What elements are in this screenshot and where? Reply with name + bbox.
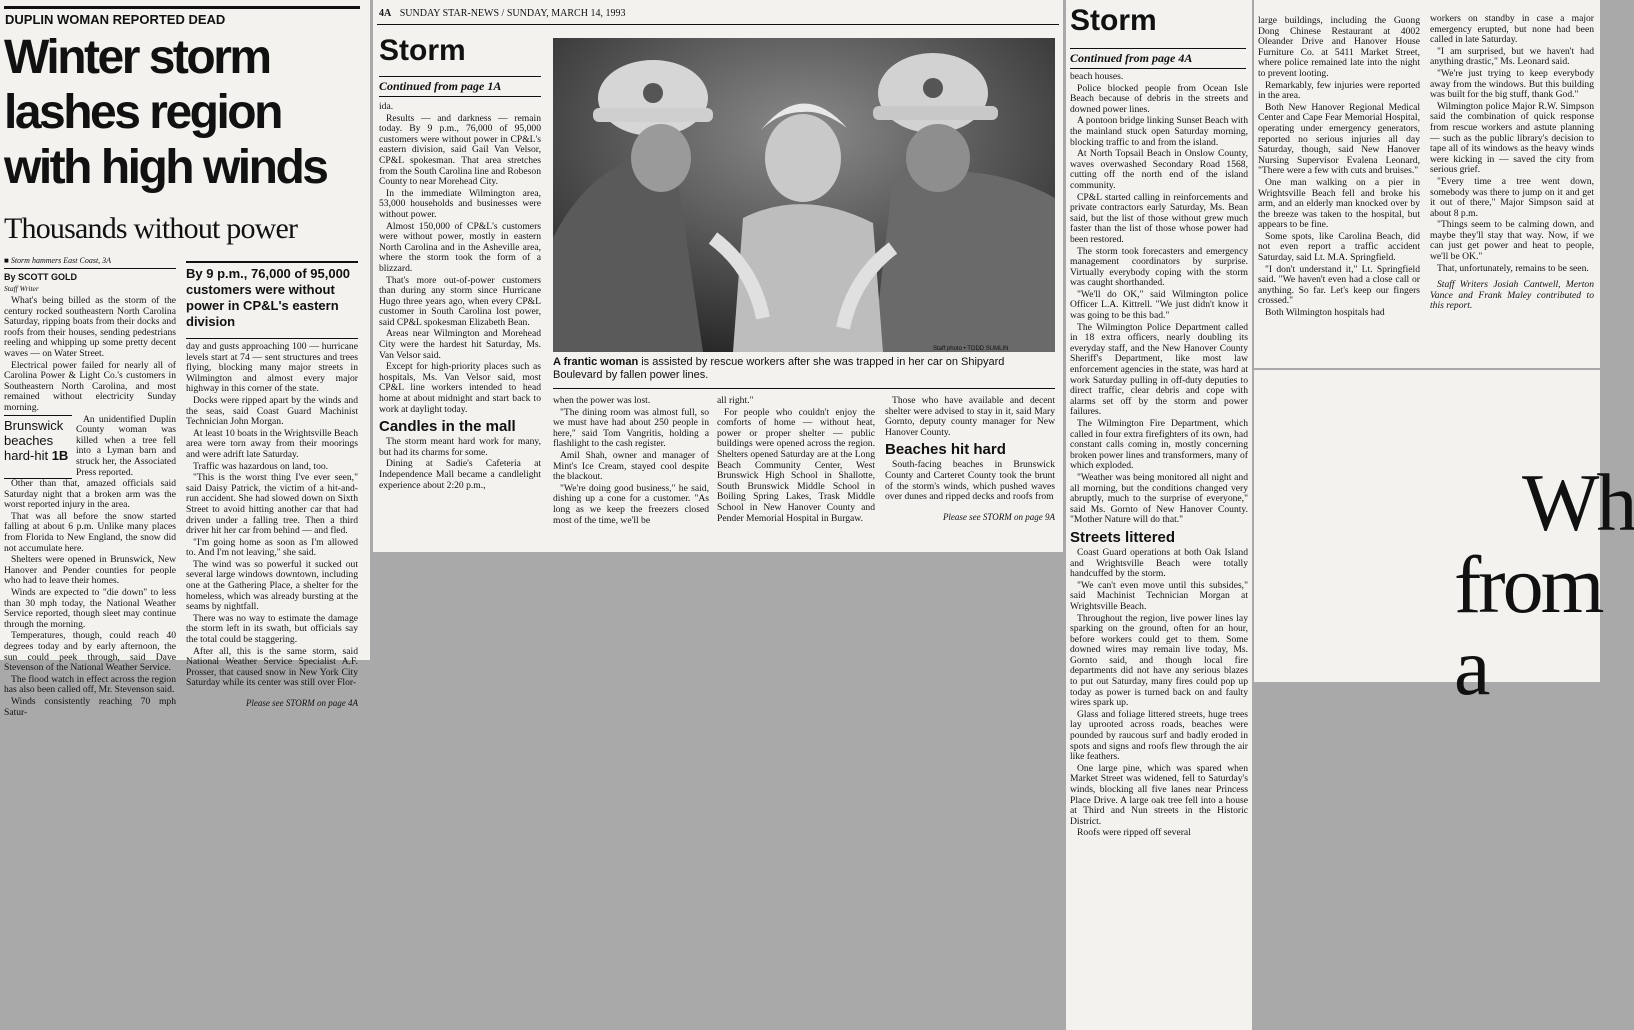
paragraph: beach houses. [1070, 71, 1124, 82]
header-rule [377, 24, 1059, 25]
paragraph: At least 10 boats in the Wrightsville Beach area were torn away from their moorings and were adrift late Saturday. [186, 427, 358, 460]
fragment-line-1: Wh [1522, 457, 1634, 548]
paragraph: CP&L started calling in reinforcements and private contractors early Saturday, Ms. Bean said, but the list of those without grew much faster than the list of those whose power had been restored. [1070, 191, 1248, 245]
kicker: DUPLIN WOMAN REPORTED DEAD [5, 12, 226, 27]
paragraph: In the immediate Wilmington area, 53,000 households and businesses were without power. [379, 187, 541, 220]
headline-line-3: with high winds [4, 141, 327, 194]
sidebar-box-label: Brunswick beaches hard-hit [4, 417, 64, 463]
paragraph: Remarkably, few injuries were reported in the area. [1258, 79, 1420, 102]
subhead: Thousands without power [4, 212, 298, 245]
photo-image [553, 38, 1055, 352]
sidebar-box[interactable] [4, 415, 72, 480]
paragraph: "This is the worst thing I've ever seen," said Daisy Patrick, the victim of a hit-and-run accident. She had slowed down on Sixth Street to avoid hitting another car that had driven under a falling tree. Then a third driver hit her car from behind — and fled. [186, 472, 358, 537]
paragraph: Wilmington police Major R.W. Simpson said the combination of quick response from rescue workers and astute planning — such as the public library's decision to tape all of its windows as the heavy winds were kicking in — saved the city from serious grief. [1430, 100, 1594, 176]
page-header [379, 8, 625, 19]
paragraph: That, unfortunately, remains to be seen. [1437, 262, 1589, 274]
paragraph: Areas near Wilmington and Morehead City were the hardest hit Saturday, Ms. Van Velsor said. [379, 328, 541, 361]
paragraph: Coast Guard operations at both Oak Island and Wrightsville Beach were totally handcuffed by the storm. [1070, 546, 1248, 580]
paragraph: The flood watch in effect across the region has also been called off, Mr. Stevenson said. [4, 673, 176, 696]
paragraph: Shelters were opened in Brunswick, New Hanover and Pender counties for people who had to leave their homes. [4, 554, 176, 587]
paragraph: For people who couldn't enjoy the comforts of home — without heat, power or proper shelter — public buildings were opened across the region. Shelters opened Saturday are at the Long Beach Community Center, West Brunswick High School in Shallotte, South Brunswick Middle School in Boiling Spring Lakes, Trask Middle School in New Hanover County and Pender Memorial Hospital in Burgaw. [717, 406, 875, 524]
front-page-clip [0, 0, 370, 718]
fragment-clip [1254, 370, 1634, 712]
page4a-col-2 [553, 396, 709, 527]
subhead-beaches: Beaches hit hard [885, 441, 1006, 459]
paragraph: A pontoon bridge linking Sunset Beach with the mainland stuck open Saturday morning, blocking traffic to and from the island. [1070, 115, 1248, 148]
paragraph: Electrical power failed for nearly all of Carolina Power & Light Co.'s customers in Southeastern North Carolina, and most remained without electricity Sunday morning. [4, 359, 176, 413]
paragraph: workers on standby in case a major emergency erupted, but none had been called in late Saturday. [1430, 13, 1594, 46]
paragraph: "We can't even move until this subsides," said Machinist Technician Morgan at Wrightsville Beach. [1070, 579, 1248, 612]
paragraph: There was no way to estimate the damage the storm left in its swath, but officials say the total could be staggering. [186, 612, 358, 646]
paragraph: Those who have available and decent shelter were advised to stay in it, said Mary Gornto, deputy county manager for New Hanover County. [885, 395, 1055, 438]
paragraph: "Weather was being monitored all night and all morning, but the conditions changed very abruptly, much to the surprise of everyone," said Ms. Gornto of New Hanover County. "Mother Nature will do that." [1070, 471, 1248, 526]
headline: Storm [1070, 4, 1157, 37]
paragraph: "I don't understand it," Lt. Springfield said. "We haven't even had a close call or anything. So far. Let's keep our fingers crossed." [1258, 263, 1420, 307]
top-rule [4, 6, 360, 9]
page9a-col-2 [1258, 16, 1420, 320]
headline: Storm [379, 34, 466, 67]
photo-caption [553, 356, 1053, 382]
continued-line: Continued from page 1A [379, 76, 541, 97]
paragraph: What's being billed as the storm of the century rocked southeastern North Carolina Saturday, ripping boats from their docks and roofs from their houses, sending pedestrians reeling and whipping up some pretty decent waves — on Water Street. [4, 295, 176, 359]
paragraph: "I'm going home as soon as I'm allowed to. And I'm not leaving," she said. [186, 536, 358, 559]
paragraph: Other than that, amazed officials said Saturday night that a broken arm was the worst reported injury in the area. [4, 478, 176, 511]
caption-lead: A frantic woman [553, 356, 639, 368]
page-9a-continuation [1254, 0, 1600, 368]
paragraph: Temperatures, though, could reach 40 degrees today and by early afternoon, the sun could peek through, said Dave Stevenson of the National Weather Service. [4, 630, 176, 674]
paragraph: At North Topsail Beach in Onslow County, waves overwashed Secondary Road 1568, cutting off the north end of the island community. [1070, 148, 1248, 191]
byline: By SCOTT GOLD [4, 272, 78, 282]
headline-line-1: Winter storm [4, 31, 270, 84]
front-col-2 [186, 342, 358, 717]
paragraph: Police blocked people from Ocean Isle Beach because of debris in the streets and downed power lines. [1070, 82, 1248, 115]
paragraph: One man walking on a pier in Wrightsville Beach fell and broke his arm, and an elderly man knocked over by the breeze was taken to the hospital, but appears to be fine. [1258, 176, 1420, 231]
paragraph: "Every time a tree went down, somebody was there to jump on it and get it out of there," Major Simpson said at about 8 p.m. [1430, 175, 1594, 219]
paragraph: all right." [717, 395, 754, 406]
page-4a-clip [373, 0, 1063, 552]
paragraph: Glass and foliage littered streets, huge trees lay uprooted across roads, beaches were pounded by raucous surf and badly eroded in spots and signs and roofs flew through the air like feathers. [1070, 708, 1248, 763]
paragraph: "The dining room was almost full, so we must have had about 250 people in here," said Tom Vangritis, holding a flashlight to the cash register. [553, 406, 709, 450]
pullquote: By 9 p.m., 76,000 of 95,000 customers were without power in CP&L's eastern division [186, 266, 351, 329]
paragraph: The Wilmington Fire Department, which called in four extra firefighters of its own, had constant calls coming in, mostly concerning broken power lines and transformers, many of which exploded. [1070, 418, 1248, 472]
front-col-1 [4, 296, 176, 719]
headline-line-2: lashes region [4, 86, 281, 139]
byline-rule [4, 268, 176, 269]
subhead-candles: Candles in the mall [379, 418, 516, 436]
paragraph: Throughout the region, live power lines lay sparking on the ground, often for an hour, before workers could get to them. Some downed wires may remain live today, Ms. Gornto said, and though local fire departments did not have any serious blazes to put out Saturday, many fires could pop up today as power is turned back on and faulty wires spark up. [1070, 612, 1248, 709]
paragraph: "We'll do OK," said Wilmington police Officer L.A. Kittrell. "We just didn't know it was going to be this bad." [1070, 288, 1248, 322]
paragraph: ida. [379, 101, 394, 112]
paragraph: That's more out-of-power customers than during any storm since Hurricane Hugo three years ago, when every CP&L customer in South Carolina lost power, said CP&L spokesman Elizabeth Bean. [379, 274, 541, 328]
jump-line[interactable]: Please see STORM on page 9A [942, 511, 1055, 522]
paragraph: Dining at Sadie's Cafeteria at Independence Mall became a candlelight experience about 2:20 p.m., [379, 458, 541, 491]
paragraph: That was all before the snow started falling at about 6 p.m. Unlike many places from Florida to New England, the snow did not accumulate here. [4, 510, 176, 554]
fragment-line-2: from a [1454, 539, 1602, 712]
paragraph: The storm took forecasters and emergency management coordinators by surprise. Virtually everybody coping with the storm was caught shorthanded. [1070, 245, 1248, 289]
paragraph: Roofs were ripped off several [1077, 827, 1191, 839]
paragraph: Docks were ripped apart by the winds and the seas, said Coast Guard Machinist Technician John Morgan. [186, 394, 358, 428]
paragraph: The storm meant hard work for many, but had its charms for some. [379, 436, 541, 458]
photo-credit: Staff photo • TODD SUMLIN [933, 346, 1009, 352]
paragraph: Both New Hanover Regional Medical Center and Cape Fear Memorial Hospital, operating under emergency generators, reported no serious injuries all day Saturday, though, said New Hanover Nursing Supervisor Evalena Leonard, "There were a few with cuts and bruises." [1258, 101, 1420, 177]
page9a-col-1 [1070, 72, 1248, 840]
staff-credit: Staff Writers Josiah Cantwell, Merton Vance and Frank Maley contributed to this report. [1430, 279, 1594, 312]
jump-line[interactable]: Please see STORM on page 4A [245, 698, 358, 708]
paragraph: Both Wilmington hospitals had [1265, 307, 1385, 319]
sidebar-box-page: 1B [51, 447, 69, 463]
pullquote-rule [186, 261, 358, 263]
paragraph: An unidentified Duplin County woman was killed when a tree fell into a Lyman barn and struck her, the Associated Press reported. [76, 413, 176, 478]
paragraph: One large pine, which was spared when Market Street was widened, fell to Saturday's winds, blocking all five lanes near Princess Place Drive. A large oak tree fell into a house at Third and Nun streets in the Historic District. [1070, 762, 1248, 827]
subhead-streets: Streets littered [1070, 528, 1176, 546]
paragraph: Almost 150,000 of CP&L's customers were without power, mostly in eastern North Carolina and in the Asheville area, where the storm took the form of a blizzard. [379, 220, 541, 274]
caption-text: is assisted by rescue workers after she was trapped in her car on Shipyard Boulevard by fallen power lines. [553, 356, 1005, 381]
teaser: ■ Storm hammers East Coast, 3A [4, 256, 112, 265]
caption-rule [553, 388, 1055, 389]
pullquote-rule-bottom [186, 338, 358, 339]
paragraph: The wind was so powerful it sucked out several large windows downtown, including one at the Gathering Place, a shelter for the homeless, which was already bursting at the seams by nightfall. [186, 558, 358, 613]
paragraph: Winds are expected to "die down" to less than 30 mph today, the National Weather Service reported, though sleet may continue through the morning. [4, 587, 176, 630]
paragraph: day and gusts approaching 100 — hurricane levels start at 74 — sent structures and trees flying, blocking many major streets in Wilmington and almost every major highway in this corner of the state. [186, 341, 358, 395]
paper-line: SUNDAY STAR-NEWS / SUNDAY, MARCH 14, 1993 [399, 8, 626, 19]
paragraph: Winds consistently reaching 70 mph Satur- [4, 695, 176, 718]
continued-line: Continued from page 4A [1070, 48, 1246, 69]
paragraph: "We're just trying to keep everybody away from the windows. But this building was built for the big stuff, thank God." [1430, 67, 1594, 101]
paragraph: "We're doing good business," he said, dishing up a cone for a customer. "As long as we keep the freezers closed most of the time, we'll be [553, 482, 709, 526]
page4a-col-3 [717, 396, 875, 525]
paragraph: Amil Shah, owner and manager of Mint's Ice Cream, stayed cool despite the blackout. [553, 449, 709, 483]
paragraph: Some spots, like Carolina Beach, did not even report a traffic accident Saturday, said Lt. M.A. Springfield. [1258, 230, 1420, 264]
paragraph: South-facing beaches in Brunswick County and Carteret County took the brunt of the storm's winds, which pushed waves over dunes and ripped decks and roofs from [885, 459, 1055, 503]
paragraph: Traffic was hazardous on land, too. [193, 460, 329, 472]
page9a-col-3 [1430, 14, 1594, 313]
paragraph: "I am surprised, but we haven't had anything drastic," Ms. Leonard said. [1430, 45, 1594, 68]
page-label: 4A [379, 8, 392, 19]
fragment-headline [1454, 457, 1634, 712]
paragraph: Results — and darkness — remain today. By 9 p.m., 76,000 of 95,000 customers were without power in CP&L's eastern division, said Gail Van Velsor, CP&L spokesman. That area stretches from the South Carolina line and Robeson County to near Morehead City. [379, 112, 542, 188]
paragraph: large buildings, including the Guong Dong Chinese Restaurant at 4002 Oleander Drive and Hanover House Furniture Co. at 5411 Market Street, where police remained late into the night to prevent looting. [1258, 15, 1420, 79]
paragraph: The Wilmington Police Department called in 18 extra officers, nearly doubling its everyday staff, and the New Hanover County Sheriff's Department, like most law enforcement agencies in the state, was hard at work Saturday pulling in off-duty deputies to direct traffic, clear debris and cope with alarms set off by the storm and power failures. [1070, 321, 1248, 418]
paragraph: Except for high-priority places such as hospitals, Ms. Van Velsor said, most CP&L line workers intended to head home at about midnight and start back to work at daylight today. [379, 361, 541, 415]
page4a-col-4 [885, 396, 1055, 531]
news-photo [553, 38, 1055, 352]
page-9a-clip [1066, 0, 1252, 1030]
paragraph: "Things seem to be calming down, and maybe they'll stay that way. Now, if we can just get power and heat to people, we'll be OK." [1430, 219, 1594, 263]
byline-title: Staff Writer [4, 284, 39, 293]
paragraph: when the power was lost. [553, 395, 651, 406]
headline [4, 30, 364, 195]
paragraph: After all, this is the same storm, said National Weather Service Specialist A.F. Prosser, that caused snow in New York City Saturday while its center was still over Flor- [186, 645, 358, 689]
page4a-col-1 [379, 102, 541, 492]
